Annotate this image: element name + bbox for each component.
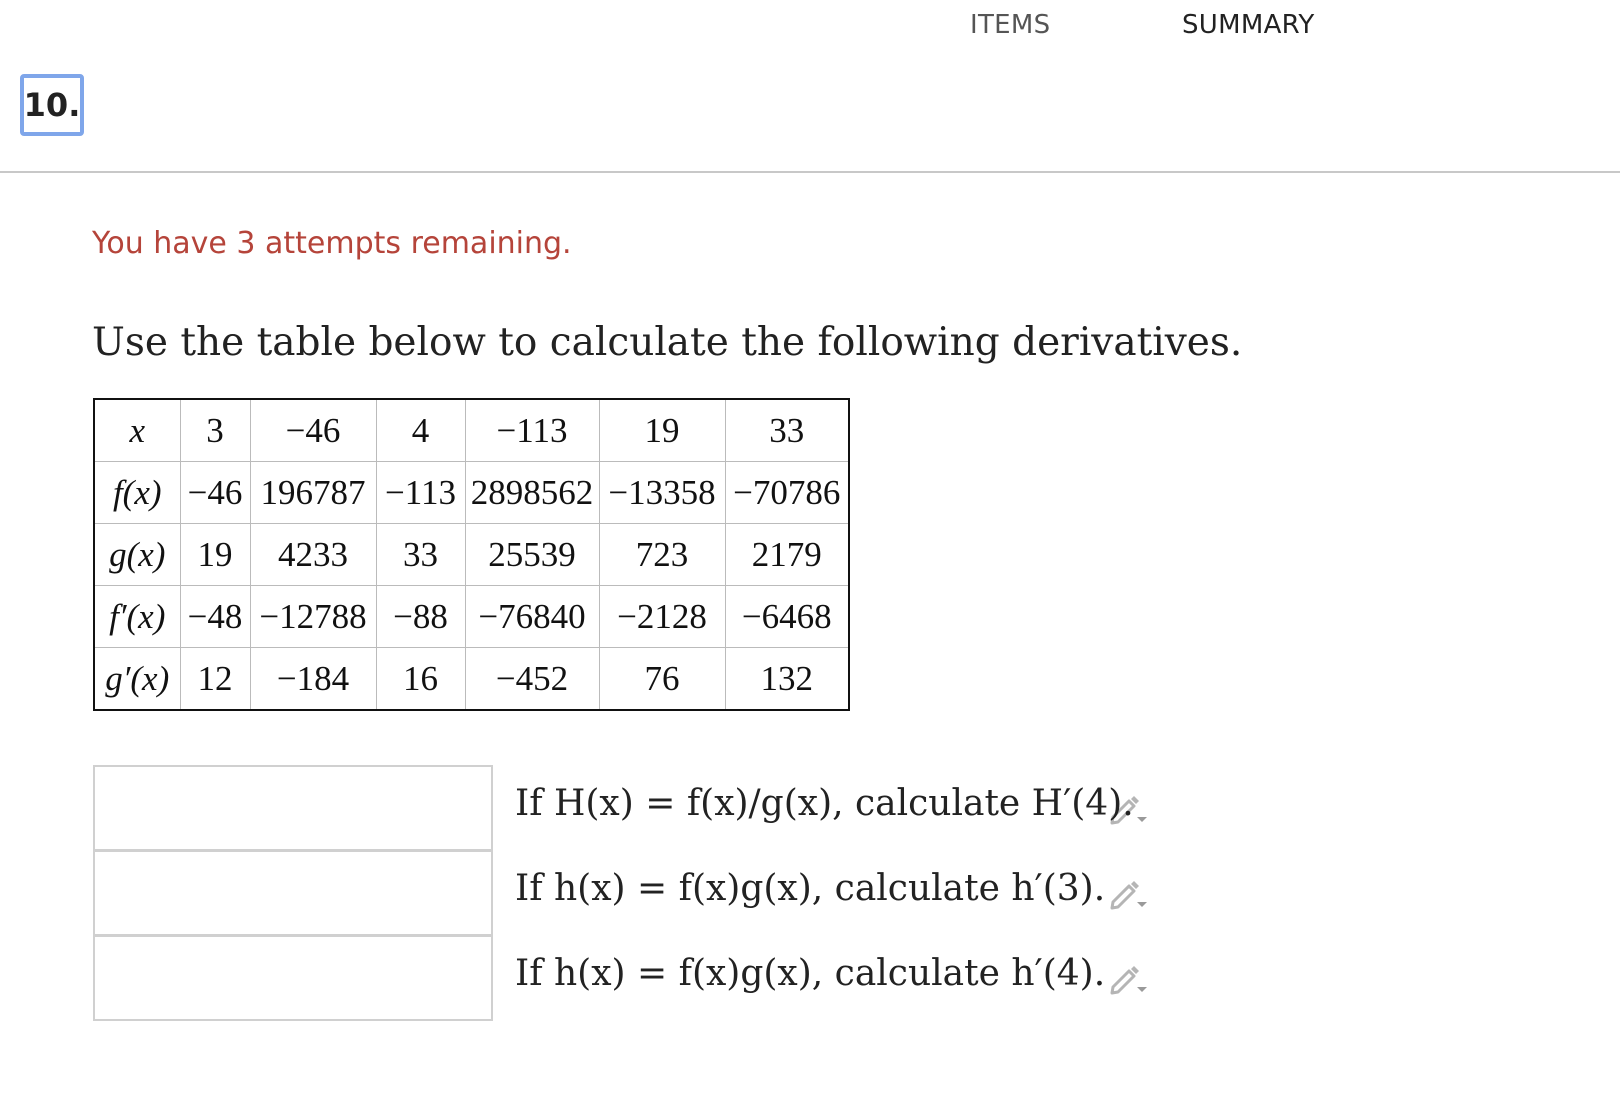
table-cell: 16 <box>376 648 465 711</box>
divider <box>0 171 1620 173</box>
table-cell: 196787 <box>250 462 376 524</box>
table-cell: −113 <box>465 399 599 462</box>
answer-prompt: If h(x) = f(x)g(x), calculate h′(3). <box>515 868 1106 909</box>
table-cell: 19 <box>180 524 250 586</box>
table-row <box>94 586 849 648</box>
answer-row <box>93 850 1193 938</box>
table-cell: 4233 <box>250 524 376 586</box>
table-row <box>94 462 849 524</box>
table-cell: 25539 <box>465 524 599 586</box>
row-label: f(x) <box>94 462 180 524</box>
answer-input[interactable] <box>93 765 493 851</box>
table-cell: 76 <box>599 648 725 711</box>
table-cell: −113 <box>376 462 465 524</box>
table-cell: −184 <box>250 648 376 711</box>
table-cell: −88 <box>376 586 465 648</box>
question-prompt: Use the table below to calculate the following derivatives. <box>92 320 1243 365</box>
nav-items-link[interactable]: ITEMS <box>970 10 1051 40</box>
table-row <box>94 648 849 711</box>
pencil-icon[interactable] <box>1107 961 1151 997</box>
pencil-icon[interactable] <box>1107 876 1151 912</box>
top-navigation <box>0 0 1620 60</box>
table-cell: 2898562 <box>465 462 599 524</box>
table-cell: −452 <box>465 648 599 711</box>
answer-row <box>93 935 1193 1023</box>
answer-prompt: If H(x) = f(x)/g(x), calculate H′(4). <box>515 783 1134 824</box>
table-cell: −46 <box>250 399 376 462</box>
answer-row <box>93 765 1193 853</box>
row-label: g(x) <box>94 524 180 586</box>
question-number[interactable]: 10. <box>20 74 84 136</box>
table-cell: −70786 <box>725 462 849 524</box>
table-row <box>94 524 849 586</box>
table-cell: 132 <box>725 648 849 711</box>
answer-prompt: If h(x) = f(x)g(x), calculate h′(4). <box>515 953 1106 994</box>
nav-summary-link[interactable]: SUMMARY <box>1182 10 1315 40</box>
row-label: f′(x) <box>94 586 180 648</box>
table-cell: −12788 <box>250 586 376 648</box>
table-cell: 12 <box>180 648 250 711</box>
row-label: x <box>94 399 180 462</box>
table-cell: 3 <box>180 399 250 462</box>
attempts-remaining: You have 3 attempts remaining. <box>92 226 572 261</box>
table-cell: 33 <box>376 524 465 586</box>
table-cell: −6468 <box>725 586 849 648</box>
table-cell: −46 <box>180 462 250 524</box>
table-cell: 723 <box>599 524 725 586</box>
table-cell: 4 <box>376 399 465 462</box>
table-cell: −48 <box>180 586 250 648</box>
values-table <box>93 398 850 711</box>
table-cell: 2179 <box>725 524 849 586</box>
answer-input[interactable] <box>93 935 493 1021</box>
answer-input[interactable] <box>93 850 493 936</box>
table-cell: −13358 <box>599 462 725 524</box>
table-cell: 33 <box>725 399 849 462</box>
table-cell: −2128 <box>599 586 725 648</box>
table-row <box>94 399 849 462</box>
table-cell: −76840 <box>465 586 599 648</box>
table-cell: 19 <box>599 399 725 462</box>
row-label: g′(x) <box>94 648 180 711</box>
